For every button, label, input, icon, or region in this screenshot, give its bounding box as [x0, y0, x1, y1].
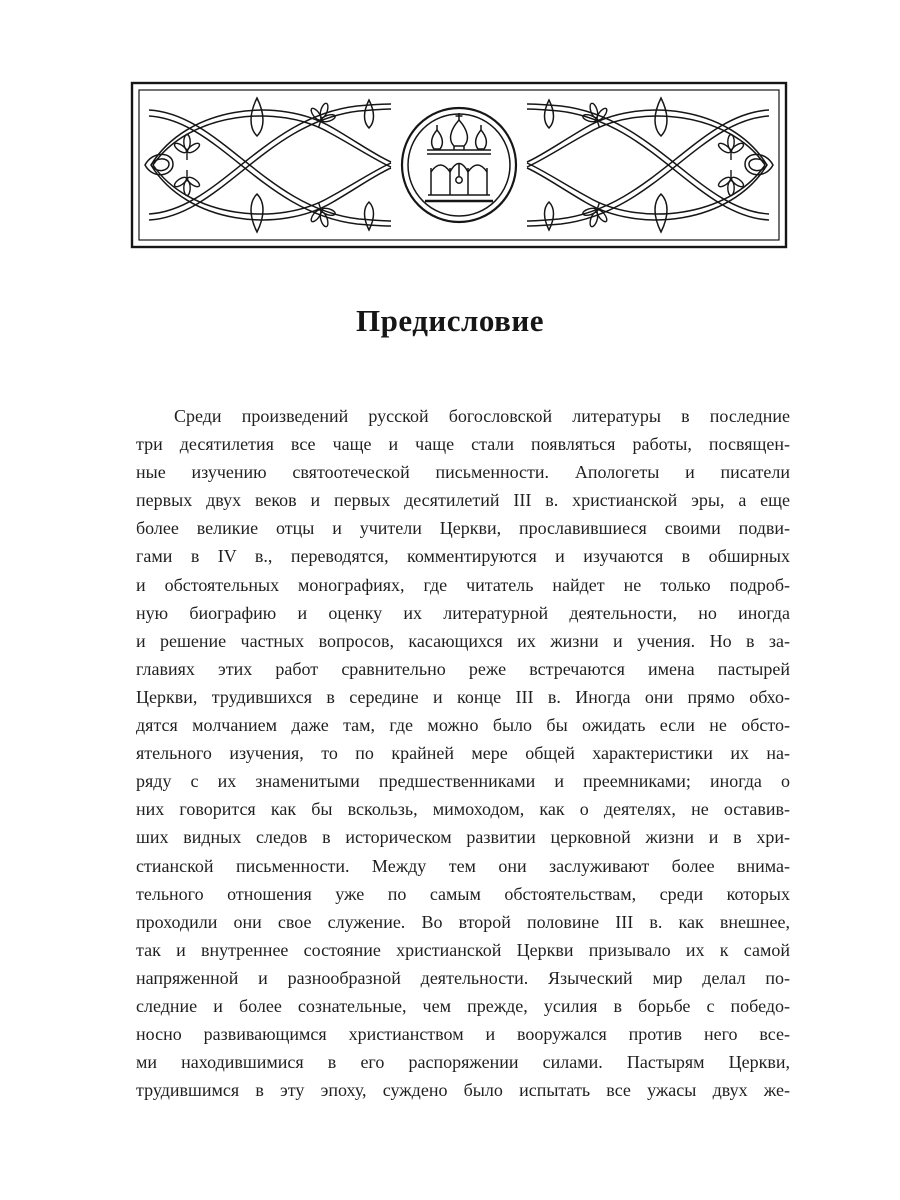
text-line: напряженной и разнообразной деятельности. Языческий мир делал по-: [136, 967, 790, 988]
text-line: ятельного изучения, то по крайней мере общей характеристики их на-: [136, 743, 790, 764]
headpiece-ornament: [127, 80, 791, 250]
text-line: следние и более сознательные, чем прежде, усилия в борьбе с победо-: [136, 995, 790, 1016]
text-line: ные изучению святоотеческой письменности. Апологеты и писатели: [136, 462, 790, 483]
text-line: них говорится как бы вскользь, мимоходом, как о деятелях, не оставив-: [136, 799, 790, 820]
text-line: главиях этих работ сравнительно реже встречаются имена пастырей: [136, 658, 790, 679]
text-line: проходили они свое служение. Во второй половине III в. как внешнее,: [136, 911, 790, 932]
text-line: тельного отношения уже по самым обстоятельствам, среди которых: [136, 883, 790, 904]
text-line: ми находившимися в его распоряжении силами. Пастырям Церкви,: [136, 1052, 790, 1073]
text-line: ших видных следов в историческом развитии церковной жизни и в хри-: [136, 827, 790, 848]
headpiece-ornament-image: [127, 80, 791, 250]
text-line: первых двух веков и первых десятилетий III в. христианской эры, а еще: [136, 490, 790, 511]
text-line: Среди произведений русской богословской литературы в последние: [174, 406, 790, 426]
text-line: ряду с их знаменитыми предшественниками и преемниками; иногда о: [136, 771, 790, 792]
text-line: и обстоятельных монографиях, где читатель найдет не только подроб-: [136, 574, 790, 595]
text-line: Церкви, трудившихся в середине и конце III в. Иногда они прямо обхо-: [136, 686, 790, 707]
text-line: носно развивающимся христианством и вооружался против него все-: [136, 1024, 790, 1045]
text-line: три десятилетия все чаще и чаще стали появляться работы, посвящен-: [136, 434, 790, 455]
text-line: ную биографию и оценку их литературной деятельности, но иногда: [136, 602, 790, 623]
text-line: более великие отцы и учители Церкви, прославившиеся своими подви-: [136, 518, 790, 539]
text-line: дятся молчанием даже там, где можно было бы ожидать если не обсто-: [136, 715, 790, 736]
text-line: стианской письменности. Между тем они заслуживают более внима-: [136, 855, 790, 876]
text-line: гами в IV в., переводятся, комментируются и изучаются в обширных: [136, 546, 790, 567]
text-line: и решение частных вопросов, касающихся их жизни и учения. Но в за-: [136, 630, 790, 651]
body-text: [136, 402, 790, 1104]
chapter-title: Предисловие: [356, 303, 544, 338]
text-line: так и внутреннее состояние христианской Церкви призывало их к самой: [136, 939, 790, 960]
text-line: трудившимся в эту эпоху, суждено было испытать все ужасы двух же-: [136, 1080, 790, 1101]
